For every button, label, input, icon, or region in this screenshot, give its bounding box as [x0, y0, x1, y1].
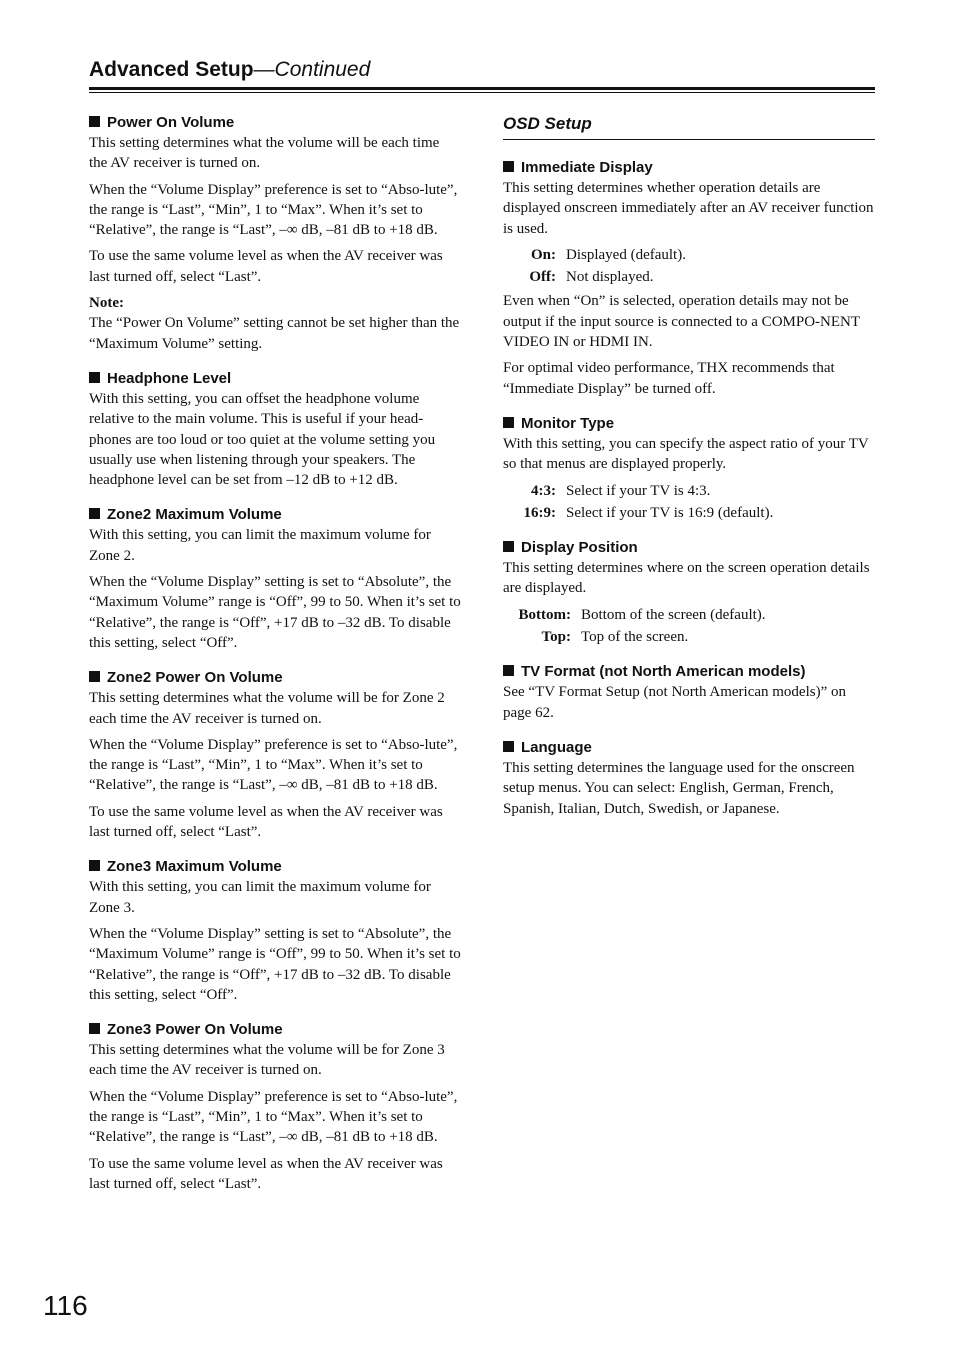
section-power-on-volume [89, 113, 461, 354]
option-row [503, 267, 875, 287]
section-heading: Zone3 Maximum Volume [89, 857, 461, 877]
section-zone3-maximum-volume [89, 857, 461, 1005]
section-tv-format [503, 662, 875, 723]
section-heading: Headphone Level [89, 369, 461, 389]
square-bullet-icon [89, 508, 100, 519]
paragraph: To use the same volume level as when the AV receiver was last turned off, select “Last”. [89, 1155, 443, 1192]
square-bullet-icon [89, 671, 100, 682]
section-monitor-type [503, 414, 875, 523]
option-row [503, 605, 875, 625]
paragraph: When the “Volume Display” preference is set to “Abso-lute”, the range is “Last”, “Min”, 1 to “Max”. When it’s set to “Relative”, the range is “Last”, –∞ dB, –81 dB to +18 dB. [89, 1088, 458, 1146]
option-value: Not displayed. [566, 269, 654, 286]
option-key: On: [530, 246, 556, 263]
paragraph: With this setting, you can limit the maximum volume for Zone 3. [89, 879, 431, 916]
section-display-position [503, 538, 875, 647]
paragraph: This setting determines what the volume will be for Zone 3 each time the AV receiver is turned on. [89, 1042, 445, 1079]
square-bullet-icon [503, 417, 514, 428]
section-zone2-power-on-volume [89, 668, 461, 842]
section-heading: Zone2 Power On Volume [89, 668, 461, 688]
section-heading: TV Format (not North American models) [503, 662, 875, 682]
right-column [503, 113, 875, 834]
option-value: Select if your TV is 16:9 (default). [566, 504, 774, 521]
paragraph: When the “Volume Display” preference is set to “Abso-lute”, the range is “Last”, “Min”, 1 to “Max”. When it’s set to “Relative”, the range is “Last”, –∞ dB, –81 dB to +18 dB. [89, 181, 458, 239]
option-row [503, 627, 875, 647]
option-key: Off: [529, 269, 556, 286]
section-heading: Display Position [503, 538, 875, 558]
paragraph: To use the same volume level as when the AV receiver was last turned off, select “Last”. [89, 803, 443, 841]
square-bullet-icon [503, 161, 514, 172]
paragraph: Even when “On” is selected, operation details may not be output if the input source is connected to a COMPO-NENT VIDEO IN or HDMI IN. [503, 293, 860, 351]
note-text: The “Power On Volume” setting cannot be set higher than the “Maximum Volume” setting. [89, 315, 460, 352]
left-column [89, 113, 461, 1209]
section-heading: Immediate Display [503, 158, 875, 178]
option-row [503, 503, 875, 523]
square-bullet-icon [503, 541, 514, 552]
section-zone3-power-on-volume [89, 1020, 461, 1194]
header-rule-thin [89, 92, 875, 93]
page-number: 116 [43, 1290, 88, 1321]
header-title-main: Advanced Setup [89, 58, 254, 81]
paragraph: This setting determines what the volume will be each time the AV receiver is turned on. [89, 135, 440, 172]
option-value: Select if your TV is 4:3. [566, 482, 711, 499]
paragraph: To use the same volume level as when the AV receiver was last turned off, select “Last”. [89, 248, 443, 285]
paragraph: This setting determines where on the screen operation details are displayed. [503, 560, 870, 597]
section-heading: Monitor Type [503, 414, 875, 434]
header-rule-thick [89, 87, 875, 90]
paragraph: With this setting, you can specify the aspect ratio of your TV so that menus are displayed properly. [503, 435, 869, 473]
option-row [503, 481, 875, 501]
note-label: Note: [89, 295, 124, 312]
square-bullet-icon [503, 665, 514, 676]
header-title-continued: —Continued [253, 58, 371, 81]
section-heading: Zone2 Maximum Volume [89, 505, 461, 525]
square-bullet-icon [89, 1023, 100, 1034]
option-value: Bottom of the screen (default). [581, 606, 766, 623]
section-language [503, 738, 875, 819]
paragraph: This setting determines whether operation details are displayed onscreen immediately after an AV receiver function is used. [503, 180, 874, 237]
paragraph: When the “Volume Display” preference is set to “Abso-lute”, the range is “Last”, “Min”, 1 to “Max”. When it’s set to “Relative”, the range is “Last”, –∞ dB, –81 dB to +18 dB. [89, 736, 458, 794]
option-key: Bottom: [518, 606, 571, 623]
section-immediate-display [503, 158, 875, 399]
section-headphone-level [89, 369, 461, 490]
paragraph: See “TV Format Setup (not North American models)” on page 62. [503, 684, 846, 721]
square-bullet-icon [503, 741, 514, 752]
option-row [503, 245, 875, 265]
section-heading: Power On Volume [89, 113, 461, 133]
paragraph: When the “Volume Display” setting is set to “Absolute”, the “Maximum Volume” range is “Off”, 99 to 50. When it’s set to “Relative”, the range is “Off”, +17 dB to –32 dB. To disable this setting, select “Off”. [89, 574, 461, 651]
paragraph: When the “Volume Display” setting is set to “Absolute”, the “Maximum Volume” range is “Off”, 99 to 50. When it’s set to “Relative”, the range is “Off”, +17 dB to –32 dB. To disable this setting, select “Off”. [89, 925, 461, 1003]
paragraph: With this setting, you can offset the headphone volume relative to the main volume. This is useful if your head-phones are too loud or too quiet at the volume setting you usually use when listening through your speakers. The headphone level can be set from –12 dB to +12 dB. [89, 390, 436, 489]
page-header [89, 56, 875, 84]
option-key: 16:9: [523, 504, 556, 521]
section-heading: Zone3 Power On Volume [89, 1020, 461, 1040]
section-heading: Language [503, 738, 875, 758]
paragraph: With this setting, you can limit the maximum volume for Zone 2. [89, 527, 431, 564]
option-key: Top: [541, 629, 571, 646]
option-value: Displayed (default). [566, 246, 686, 263]
paragraph: This setting determines what the volume will be for Zone 2 each time the AV receiver is turned on. [89, 690, 445, 727]
square-bullet-icon [89, 372, 100, 383]
header-title [89, 56, 875, 84]
paragraph: For optimal video performance, THX recommends that “Immediate Display” be turned off. [503, 360, 835, 397]
section-zone2-maximum-volume [89, 505, 461, 653]
osd-setup-title: OSD Setup [503, 113, 875, 140]
option-key: 4:3: [531, 482, 556, 499]
square-bullet-icon [89, 116, 100, 127]
square-bullet-icon [89, 860, 100, 871]
paragraph: This setting determines the language used for the onscreen setup menus. You can select: English, German, French, Spanish, Italian, Dutch, Swedish, or Japanese. [503, 759, 855, 817]
option-value: Top of the screen. [581, 629, 689, 646]
